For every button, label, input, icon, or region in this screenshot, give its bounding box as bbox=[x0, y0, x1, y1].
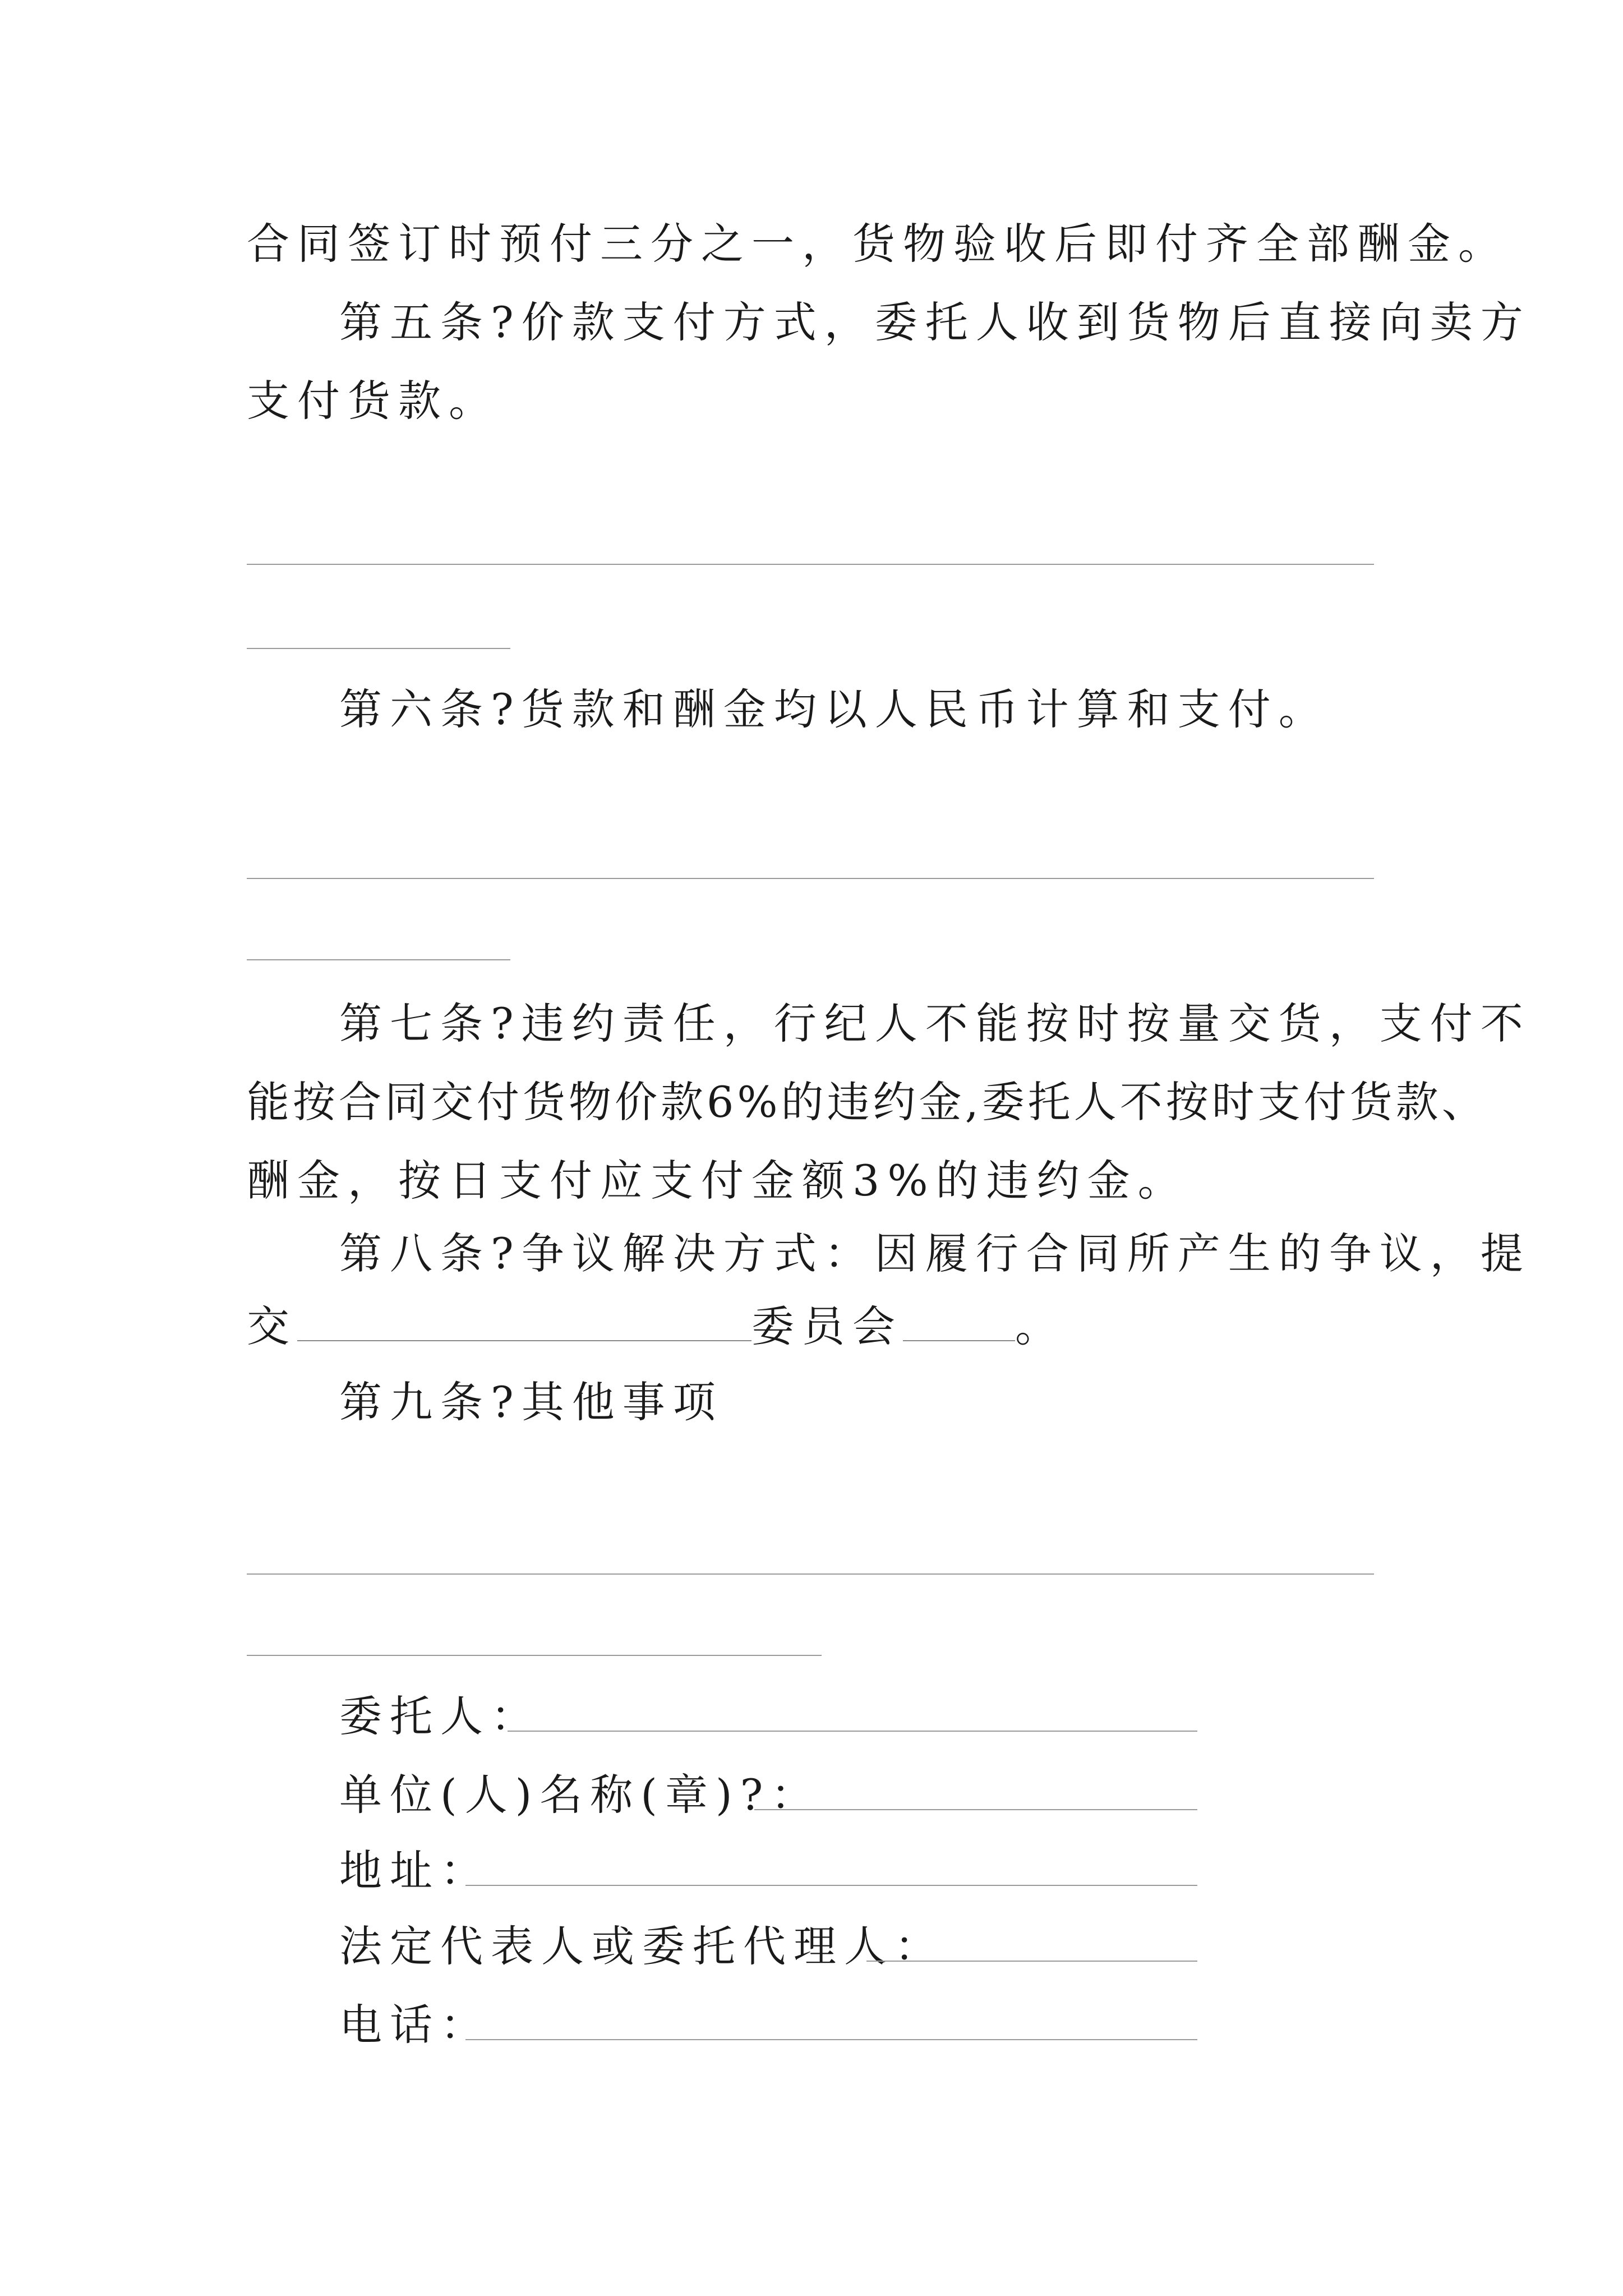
article-5-line-2: 支付货款。 bbox=[247, 376, 499, 426]
unit-name-blank[interactable] bbox=[754, 1809, 1197, 1810]
article-8-end: 。 bbox=[1015, 1301, 1066, 1351]
article-6: 第六条?货款和酬金均以人民币计算和支付。 bbox=[339, 684, 1329, 734]
article-8-line-1: 第八条?争议解决方式：因履行合同所产生的争议，提 bbox=[339, 1228, 1531, 1278]
fill-in-rule bbox=[247, 1573, 1374, 1575]
article-7-line-2: 能按合同交付货物价款6%的违约金,委托人不按时支付货款、 bbox=[247, 1077, 1488, 1127]
principal-label: 委托人： bbox=[339, 1691, 541, 1741]
article-8-line-2 bbox=[247, 1299, 1066, 1355]
address-blank[interactable] bbox=[465, 1885, 1197, 1886]
article-9: 第九条?其他事项 bbox=[339, 1377, 723, 1427]
arbitration-action-blank[interactable] bbox=[903, 1301, 1015, 1341]
article-7-line-3: 酬金，按日支付应支付金额3%的违约金。 bbox=[247, 1156, 1188, 1205]
paragraph-line: 合同签订时预付三分之一，货物验收后即付齐全部酬金。 bbox=[247, 219, 1509, 269]
fill-in-rule bbox=[247, 1655, 822, 1656]
fill-in-rule bbox=[247, 878, 1374, 879]
article-8-committee: 委员会 bbox=[751, 1301, 903, 1351]
phone-blank[interactable] bbox=[465, 2039, 1197, 2040]
article-5-line-1: 第五条?价款支付方式，委托人收到货物后直接向卖方 bbox=[339, 297, 1531, 347]
phone-label: 电话： bbox=[339, 2000, 491, 2050]
address-label: 地址： bbox=[339, 1846, 491, 1895]
article-7-line-1: 第七条?违约责任，行纪人不能按时按量交货，支付不 bbox=[339, 999, 1531, 1048]
arbitration-body-blank[interactable] bbox=[297, 1301, 751, 1341]
representative-blank[interactable] bbox=[866, 1961, 1197, 1962]
unit-name-label: 单位(人)名称(章)?： bbox=[339, 1770, 822, 1820]
fill-in-rule bbox=[247, 959, 510, 960]
principal-blank[interactable] bbox=[508, 1731, 1197, 1732]
fill-in-rule bbox=[247, 648, 510, 649]
representative-label: 法定代表人或委托代理人： bbox=[339, 1921, 945, 1971]
article-8-prefix: 交 bbox=[247, 1301, 297, 1351]
fill-in-rule bbox=[247, 564, 1374, 565]
